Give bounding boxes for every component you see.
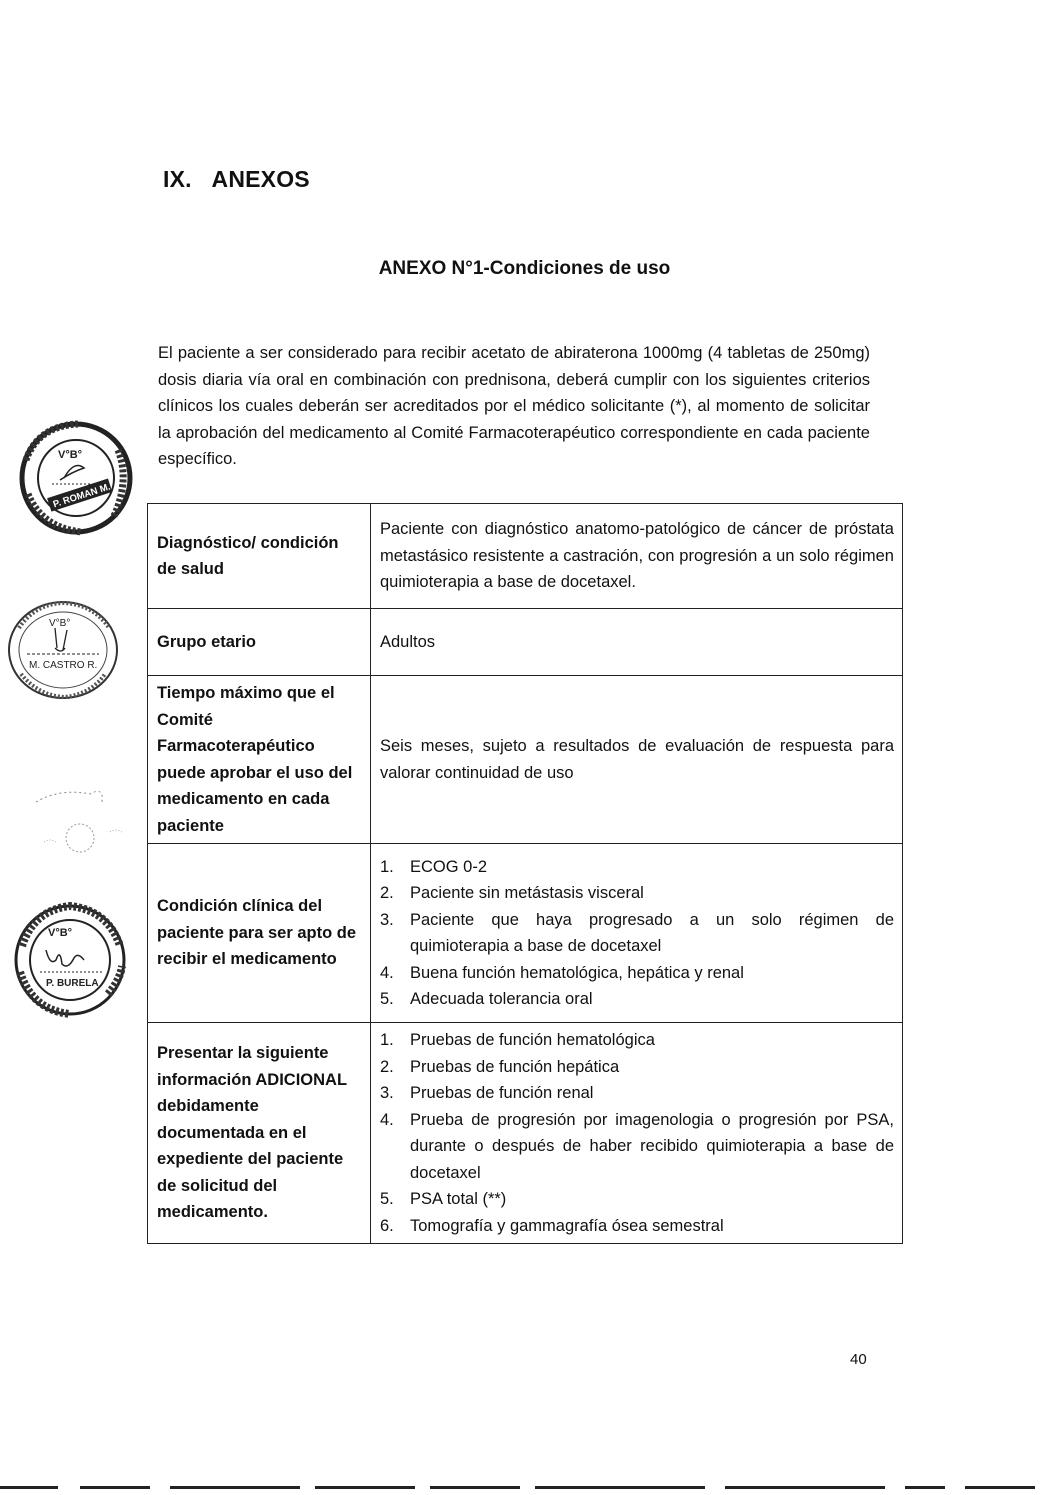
approval-stamp-castro — [5, 598, 121, 702]
stamp-top-text: V°B° — [48, 927, 73, 939]
section-heading — [163, 166, 310, 193]
item-number: 2. — [380, 1057, 394, 1076]
list-item — [380, 1213, 894, 1240]
item-number: 3. — [380, 910, 394, 929]
item-text: Buena función hematológica, hepática y renal — [410, 963, 744, 982]
additional-info-list — [380, 1027, 894, 1239]
row-value: Seis meses, sujeto a resultados de evaluación de respuesta para valorar continuidad de uso — [371, 676, 903, 844]
item-number: 3. — [380, 1084, 394, 1102]
item-number: 4. — [380, 963, 394, 982]
list-item — [380, 880, 894, 907]
row-value: Paciente con diagnóstico anatomo-patológico de cáncer de próstata metastásico resistente a castración, con progresión a un solo régimen quimioterapia a base de docetaxel. — [371, 504, 903, 609]
row-value: Adultos — [371, 609, 903, 676]
list-item — [380, 1186, 894, 1213]
list-item — [380, 907, 894, 960]
list-item — [380, 1107, 894, 1187]
item-number: 4. — [380, 1110, 394, 1129]
list-item — [380, 960, 894, 987]
item-text: Tomografía y gammagrafía ósea semestral — [410, 1216, 724, 1235]
annex-title: ANEXO N°1-Condiciones de uso — [378, 258, 671, 279]
stamp-seal-icon — [18, 420, 134, 536]
item-text: ECOG 0-2 — [410, 857, 488, 876]
scan-artifact — [315, 1486, 415, 1489]
table-row — [148, 676, 903, 844]
row-label: Presentar la siguiente información ADICIONAL debidamente documentada en el expediente del paciente de solicitud del medicamento. — [148, 1023, 371, 1244]
item-text: Pruebas de función hepática — [410, 1057, 620, 1076]
table-row — [148, 504, 903, 609]
row-label: Tiempo máximo que el Comité Farmacoterapéutico puede aprobar el uso del medicamento en cada paciente — [148, 676, 371, 844]
stamp-seal-icon — [5, 598, 121, 702]
approval-stamp-roman — [18, 420, 134, 536]
table-row — [148, 609, 903, 676]
stamp-name-text: M. CASTRO R. — [29, 660, 98, 671]
scan-artifact — [965, 1486, 1035, 1489]
faint-mark-icon — [30, 780, 130, 860]
stamp-seal-icon — [12, 902, 128, 1018]
list-item — [380, 1027, 894, 1054]
row-value-list — [371, 844, 903, 1023]
item-number: 5. — [380, 1190, 394, 1208]
scan-artifact — [430, 1486, 520, 1489]
section-number: IX. — [163, 166, 192, 192]
page-number: 40 — [850, 1351, 867, 1368]
stamp-top-text: V°B° — [49, 618, 71, 629]
item-number: 5. — [380, 990, 394, 1008]
list-item — [380, 1054, 894, 1081]
scan-artifact — [0, 1486, 58, 1489]
intro-paragraph: El paciente a ser considerado para recibir acetato de abiraterona 1000mg (4 tabletas de 250mg) dosis diaria vía oral en combinación con prednisona, deberá cumplir con los siguientes criterios clínicos los cuales deberán ser acreditados por el médico solicitante (*), al momento de solicitar la aprobación del medicamento al Comité Farmacoterapéutico correspondiente en cada paciente específico. — [158, 344, 870, 468]
item-number: 6. — [380, 1216, 394, 1235]
item-text: Paciente sin metástasis visceral — [410, 884, 644, 902]
scan-artifact — [80, 1486, 150, 1489]
item-number: 1. — [380, 1031, 394, 1049]
item-text: PSA total (**) — [410, 1190, 507, 1208]
item-number: 1. — [380, 857, 394, 876]
clinical-conditions-list — [380, 854, 894, 1013]
conditions-table — [147, 503, 903, 1244]
row-value-list — [371, 1023, 903, 1244]
item-number: 2. — [380, 884, 394, 902]
item-text: Pruebas de función hematológica — [410, 1031, 655, 1049]
section-title: ANEXOS — [211, 166, 310, 192]
scan-artifact — [535, 1486, 705, 1489]
scan-artifact — [170, 1486, 300, 1489]
approval-stamp-burela — [12, 902, 128, 1018]
item-text: Adecuada tolerancia oral — [410, 990, 593, 1008]
item-text: Pruebas de función renal — [410, 1084, 594, 1102]
row-label: Diagnóstico/ condición de salud — [148, 504, 371, 609]
item-text: Paciente que haya progresado a un solo régimen de quimioterapia a base de docetaxel — [410, 910, 894, 955]
table-row — [148, 844, 903, 1023]
item-text: Prueba de progresión por imagenologia o progresión por PSA, durante o después de haber recibido quimioterapia a base de docetaxel — [410, 1110, 894, 1182]
list-item — [380, 986, 894, 1013]
faint-stamp — [30, 780, 130, 860]
stamp-name-text: P. BURELA — [46, 978, 99, 989]
row-label: Grupo etario — [148, 609, 371, 676]
stamp-name-text: P. ROMAN M. — [51, 481, 112, 511]
scan-artifact — [725, 1486, 885, 1489]
list-item — [380, 854, 894, 881]
scan-artifact — [905, 1486, 945, 1489]
list-item — [380, 1080, 894, 1107]
row-label: Condición clínica del paciente para ser apto de recibir el medicamento — [148, 844, 371, 1023]
table-row — [148, 1023, 903, 1244]
stamp-top-text: V°B° — [58, 449, 83, 461]
